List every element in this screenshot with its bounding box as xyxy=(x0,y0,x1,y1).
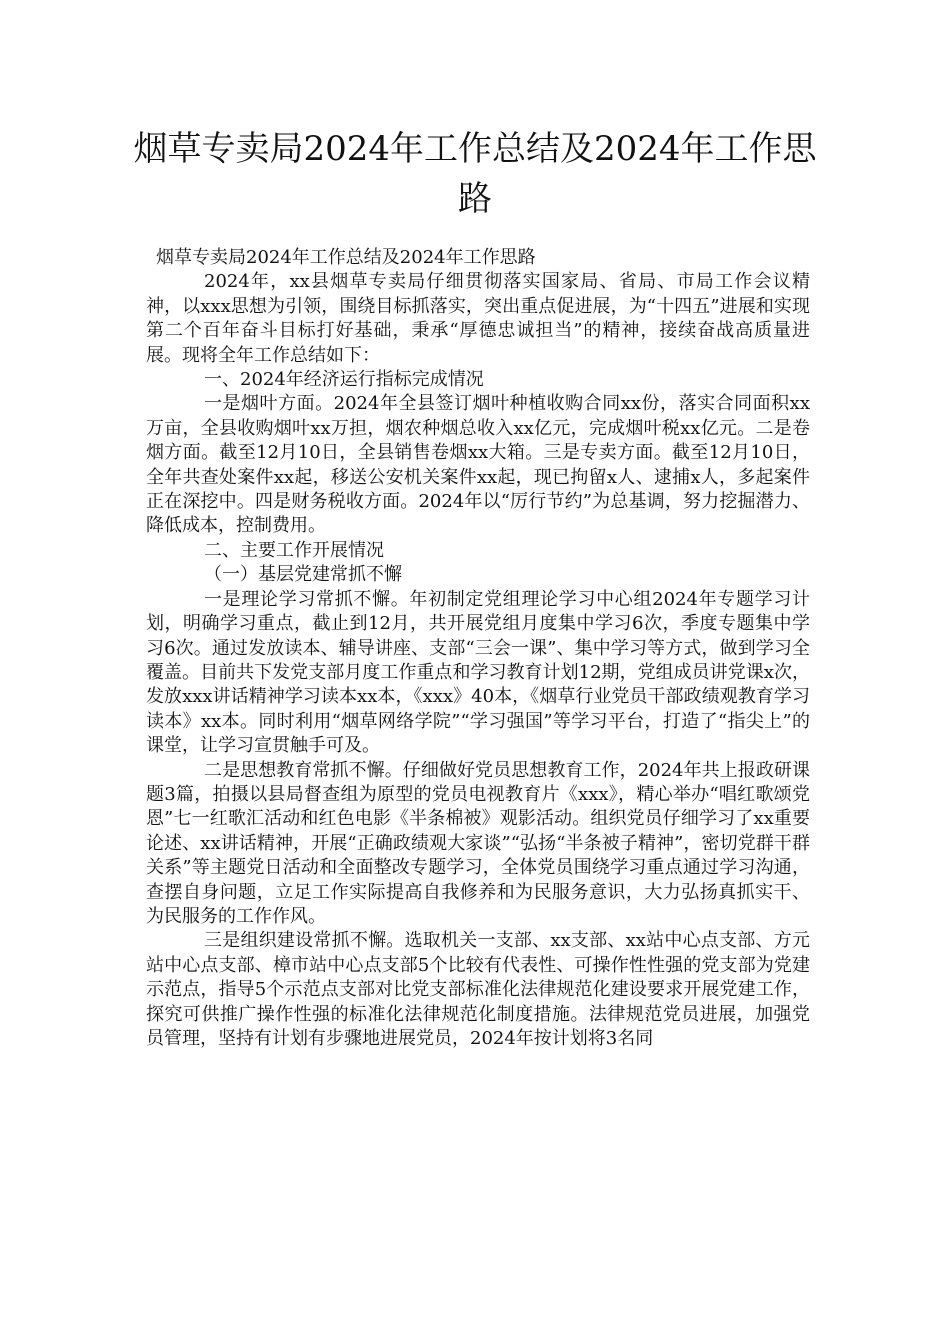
section-heading-2: 二、主要工作开展情况 xyxy=(204,539,384,561)
document-subtitle: 烟草专卖局2024年工作总结及2024年工作思路 xyxy=(156,247,536,268)
paragraph-ideological-education: 二是思想教育常抓不懈。仔细做好党员思想教育工作，2024年共上报政研课题3篇，拍摄以县局督查组为原型的党员电视教育片《xxx》，精心举办“唱红歌颂党恩”七一红歌汇活动和红色电影《半条棉被》观影活动。组织党员仔细学习了xx重要论述、xx讲话精神，开展“正确政绩观大家谈”“弘扬“半条被子精神”，密切党群干群关系”等主题党日活动和全面整改专题学习，全体党员围绕学习重点通过学习沟通，查摆自身问题，立足工作实际提高自我修养和为民服务意识，大力弘扬真抓实干、为民服务的工作作风。 xyxy=(146,759,810,927)
subsection-heading-1: （一）基层党建常抓不懈 xyxy=(204,564,402,586)
document-title: 烟草专卖局2024年工作总结及2024年工作思路 xyxy=(133,129,817,219)
paragraph-theory-study: 一是理论学习常抓不懈。年初制定党组理论学习中心组2024年专题学习计划，明确学习重点，截止到12月，共开展党组月度集中学习6次，季度专题集中学习6次。通过发放读本、辅导讲座、支部“三会一课”、集中学习等方式，做到学习全覆盖。目前共下发党支部月度工作重点和学习教育计划12期，党组成员讲党课x次，发放xxx讲话精神学习读本xx本，《xxx》40本，《烟草行业党员干部政绩观教育学习读本》xx本。同时利用“烟草网络学院”“学习强国”等学习平台，打造了“指尖上”的课堂，让学习宣贯触手可及。 xyxy=(146,588,810,757)
section-heading-1: 一、2024年经济运行指标完成情况 xyxy=(204,369,484,391)
paragraph-organization-building: 三是组织建设常抓不懈。选取机关一支部、xx支部、xx站中心点支部、方元站中心点支部、樟市站中心点支部5个比较有代表性、可操作性性强的党支部为党建示范点，指导5个示范点支部对比党支部标准化法律规范化建设要求开展党建工作，探究可供推广操作性强的标准化法律规范化制度措施。法律规范党员进展，加强党员管理，坚持有计划有步骤地进展党员，2024年按计划将3名同 xyxy=(146,930,810,1049)
paragraph-intro: 2024年，xx县烟草专卖局仔细贯彻落实国家局、省局、市局工作会议精神，以xxx思想为引领，围绕目标抓落实，突出重点促进展，为“十四五”进展和实现第二个百年奋斗目标打好基础，秉承“厚德忠诚担当”的精神，接续奋战高质量进展。现将全年工作总结如下： xyxy=(146,271,810,366)
paragraph-indicators: 一是烟叶方面。2024年全县签订烟叶种植收购合同xx份，落实合同面积xx万亩，全县收购烟叶xx万担，烟农种烟总收入xx亿元，完成烟叶税xx亿元。二是卷烟方面。截至12月10日，全县销售卷烟xx大箱。三是专卖方面。截至12月10日，全年共查处案件xx起，移送公安机关案件xx起，现已拘留x人、逮捕x人，多起案件正在深挖中。四是财务税收方面。2024年以“厉行节约”为总基调，努力挖掘潜力、降低成本，控制费用。 xyxy=(146,393,810,537)
document-body xyxy=(146,246,810,1051)
